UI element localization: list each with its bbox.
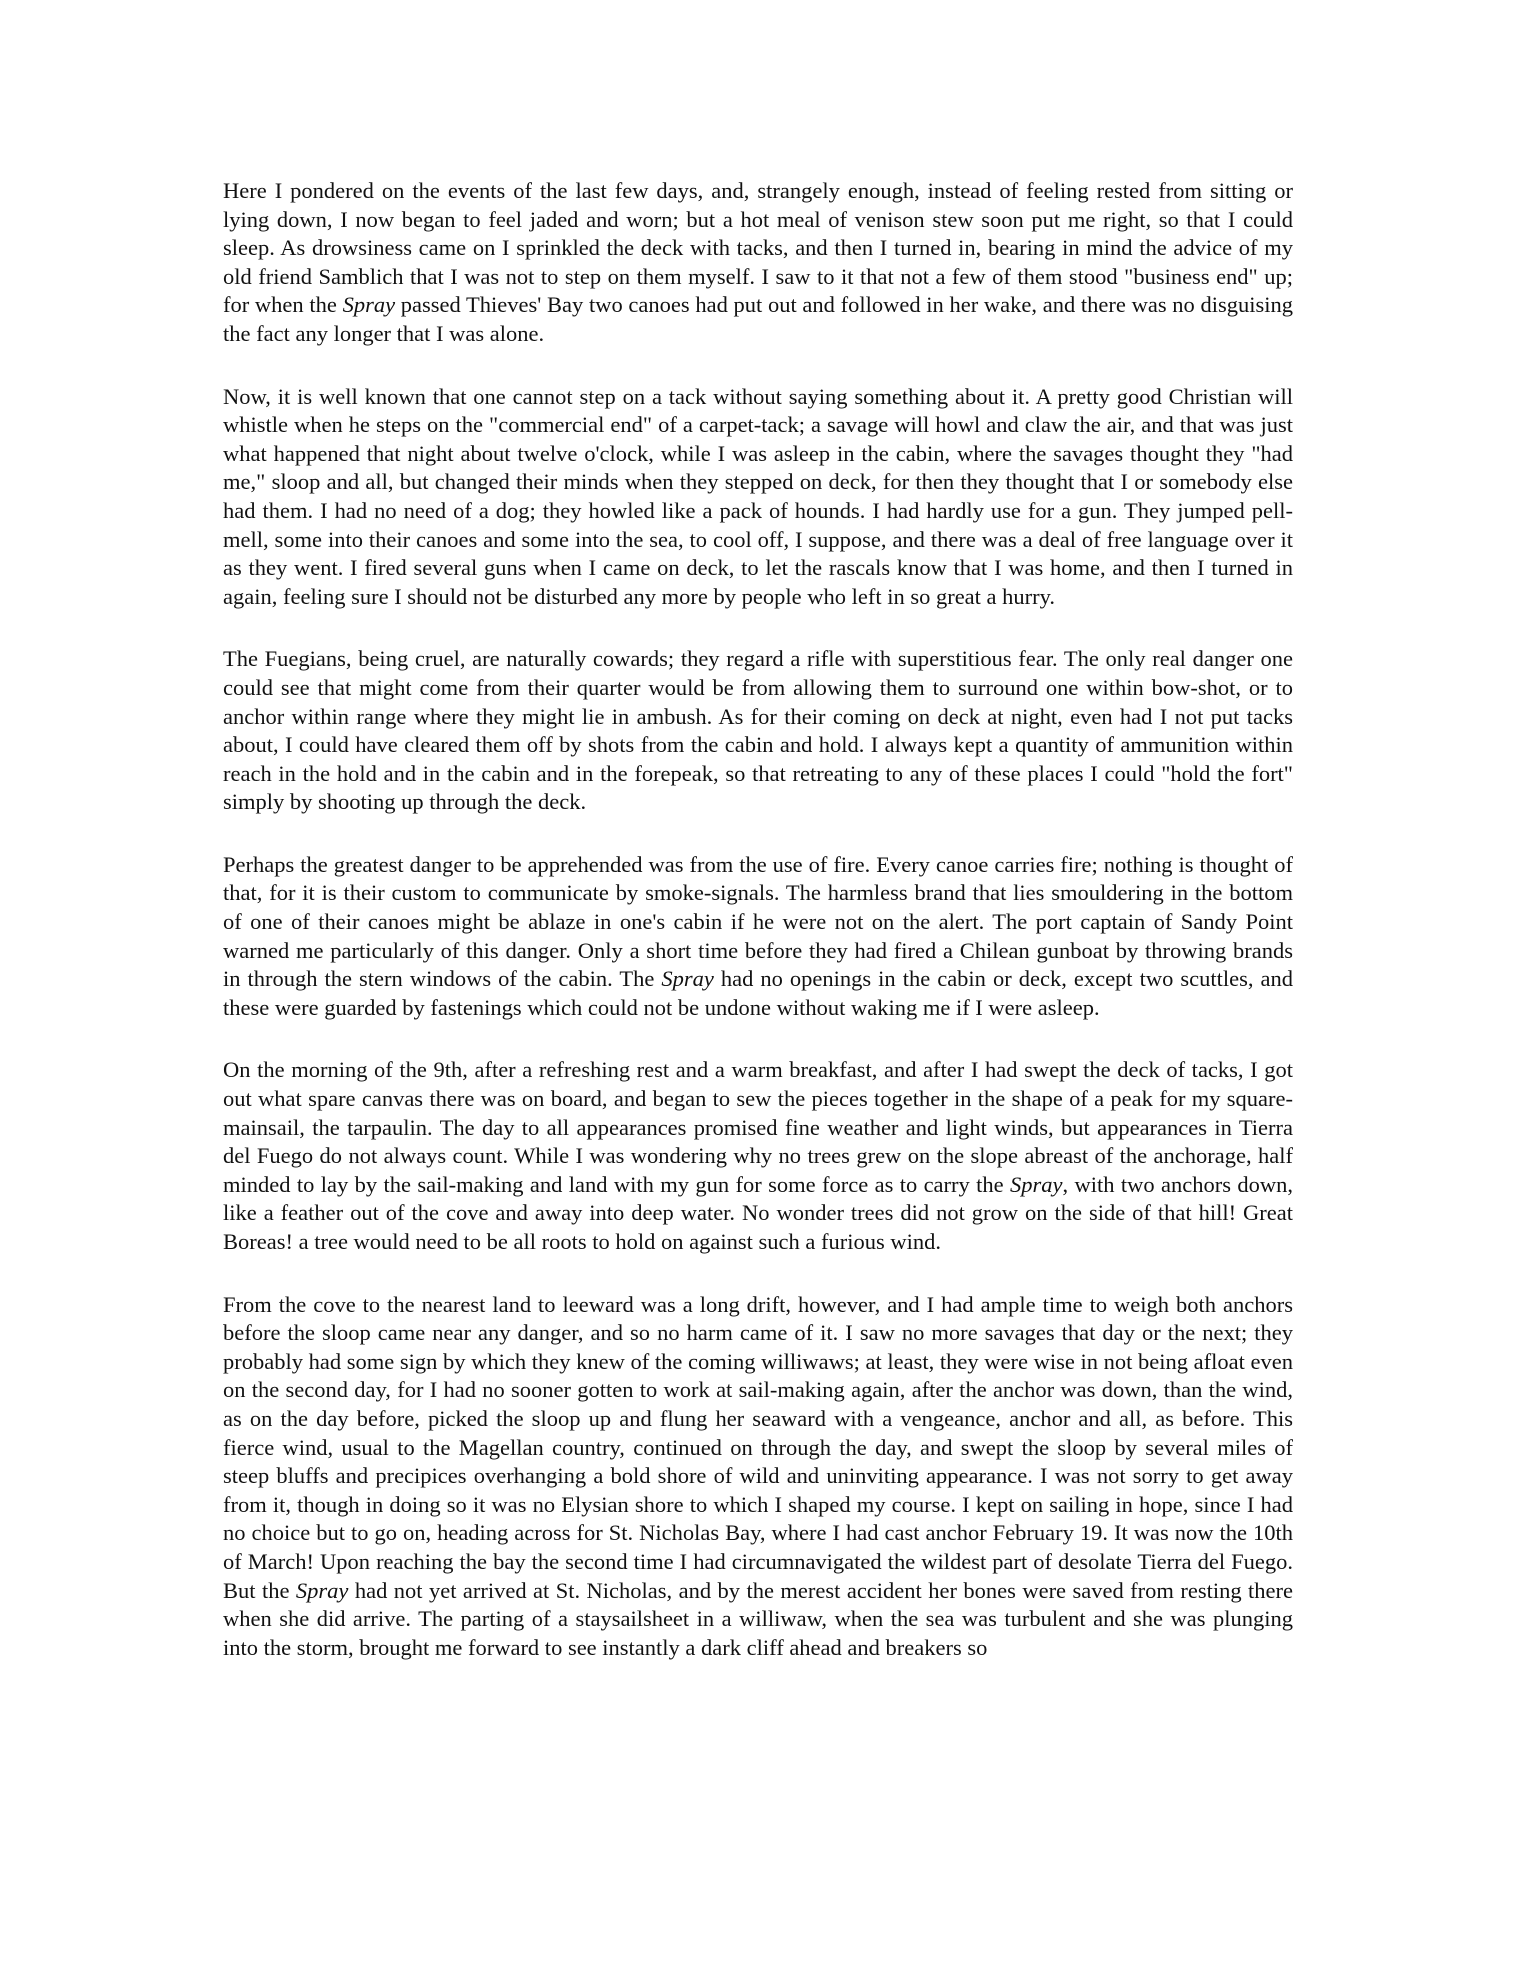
paragraph-5 (223, 1056, 1293, 1256)
ship-name-italic: Spray (661, 966, 714, 992)
ship-name-italic: Spray (342, 292, 396, 318)
paragraph-6-text-b: had not yet arrived at St. Nicholas, and by the merest accident her bones were saved from resting there when she did arrive. The parting of a staysailsheet in a williwaw, when the sea was turbulent and she was plunging into the storm, brought me forward to see instantly a dark cliff ahead and breakers so (223, 1577, 1293, 1660)
paragraph-1 (223, 177, 1293, 349)
paragraph-6 (223, 1291, 1293, 1663)
paragraph-4 (223, 851, 1293, 1023)
paragraph-3-text: The Fuegians, being cruel, are naturally cowards; they regard a rifle with superstitious fear. The only real danger one could see that might come from their quarter would be from allowing them to surround one within bow-shot, or to anchor within range where they might lie in ambush. As for their coming on deck at night, even had I not put tacks about, I could have cleared them off by shots from the cabin and hold. I always kept a quantity of ammunition within reach in the hold and in the cabin and in the forepeak, so that retreating to any of these places I could "hold the fort" simply by shooting up through the deck. (223, 646, 1293, 815)
ship-name-italic: Spray (1010, 1171, 1063, 1197)
paragraph-4-text-a: Perhaps the greatest danger to be apprehended was from the use of fire. Every canoe carries fire; nothing is thought of that, for it is their custom to communicate by smoke-signals. The harmless brand that lies smouldering in the bottom of one of their canoes might be ablaze in one's cabin if he were not on the alert. The port captain of Sandy Point warned me particularly of this danger. Only a short time before they had fired a Chilean gunboat by throwing brands in through the stern windows of the cabin. The (223, 851, 1293, 992)
paragraph-3 (223, 645, 1293, 817)
paragraph-1-text-a: Here I pondered on the events of the last few days, and, strangely enough, instead of feeling rested from sitting or lying down, I now began to feel jaded and worn; but a hot meal of venison stew soon put me right, so that I could sleep. As drowsiness came on I sprinkled the deck with tacks, and then I turned in, bearing in mind the advice of my old friend Samblich that I was not to step on them myself. I saw to it that not a few of them stood "business end" up; for when the (223, 178, 1293, 318)
paragraph-5-text-a: On the morning of the 9th, after a refreshing rest and a warm breakfast, and after I had swept the deck of tacks, I got out what spare canvas there was on board, and began to sew the pieces together in the shape of a peak for my square-mainsail, the tarpaulin. The day to all appearances promised fine weather and light winds, but appearances in Tierra del Fuego do not always count. While I was wondering why no trees grew on the slope abreast of the anchorage, half minded to lay by the sail-making and land with my gun for some force as to carry the (223, 1057, 1293, 1197)
paragraph-2 (223, 383, 1293, 612)
paragraph-4-text-b: had no openings in the cabin or deck, except two scuttles, and these were guarded by fastenings which could not be undone without waking me if I were asleep. (223, 966, 1293, 1020)
ship-name-italic: Spray (295, 1577, 349, 1603)
document-page (223, 177, 1293, 1662)
paragraph-5-text-b: , with two anchors down, like a feather out of the cove and away into deep water. No wonder trees did not grow on the side of that hill! Great Boreas! a tree would need to be all roots to hold on against such a furious wind. (223, 1171, 1293, 1254)
paragraph-2-text: Now, it is well known that one cannot step on a tack without saying something about it. A pretty good Christian will whistle when he steps on the "commercial end" of a carpet-tack; a savage will howl and claw the air, and that was just what happened that night about twelve o'clock, while I was asleep in the cabin, where the savages thought they "had me," sloop and all, but changed their minds when they stepped on deck, for then they thought that I or somebody else had them. I had no need of a dog; they howled like a pack of hounds. I had hardly use for a gun. They jumped pell-mell, some into their canoes and some into the sea, to cool off, I suppose, and there was a deal of free language over it as they went. I fired several guns when I came on deck, to let the rascals know that I was home, and then I turned in again, feeling sure I should not be disturbed any more by people who left in so great a hurry. (223, 383, 1293, 609)
paragraph-6-text-a: From the cove to the nearest land to leeward was a long drift, however, and I had ample time to weigh both anchors before the sloop came near any danger, and so no harm came of it. I saw no more savages that day or the next; they probably had some sign by which they knew of the coming williwaws; at least, they were wise in not being afloat even on the second day, for I had no sooner gotten to work at sail-making again, after the anchor was down, than the wind, as on the day before, picked the sloop up and flung her seaward with a vengeance, anchor and all, as before. This fierce wind, usual to the Magellan country, continued on through the day, and swept the sloop by several miles of steep bluffs and precipices overhanging a bold shore of wild and uninviting appearance. I was not sorry to get away from it, though in doing so it was no Elysian shore to which I shaped my course. I kept on sailing in hope, since I had no choice but to go on, heading across for St. Nicholas Bay, where I had cast anchor February 19. It was now the 10th of March! Upon reaching the bay the second time I had circumnavigated the wildest part of desolate Tierra del Fuego. But the (223, 1291, 1293, 1603)
paragraph-1-text-b: passed Thieves' Bay two canoes had put out and followed in her wake, and there was no disguising the fact any longer that I was alone. (223, 292, 1293, 346)
